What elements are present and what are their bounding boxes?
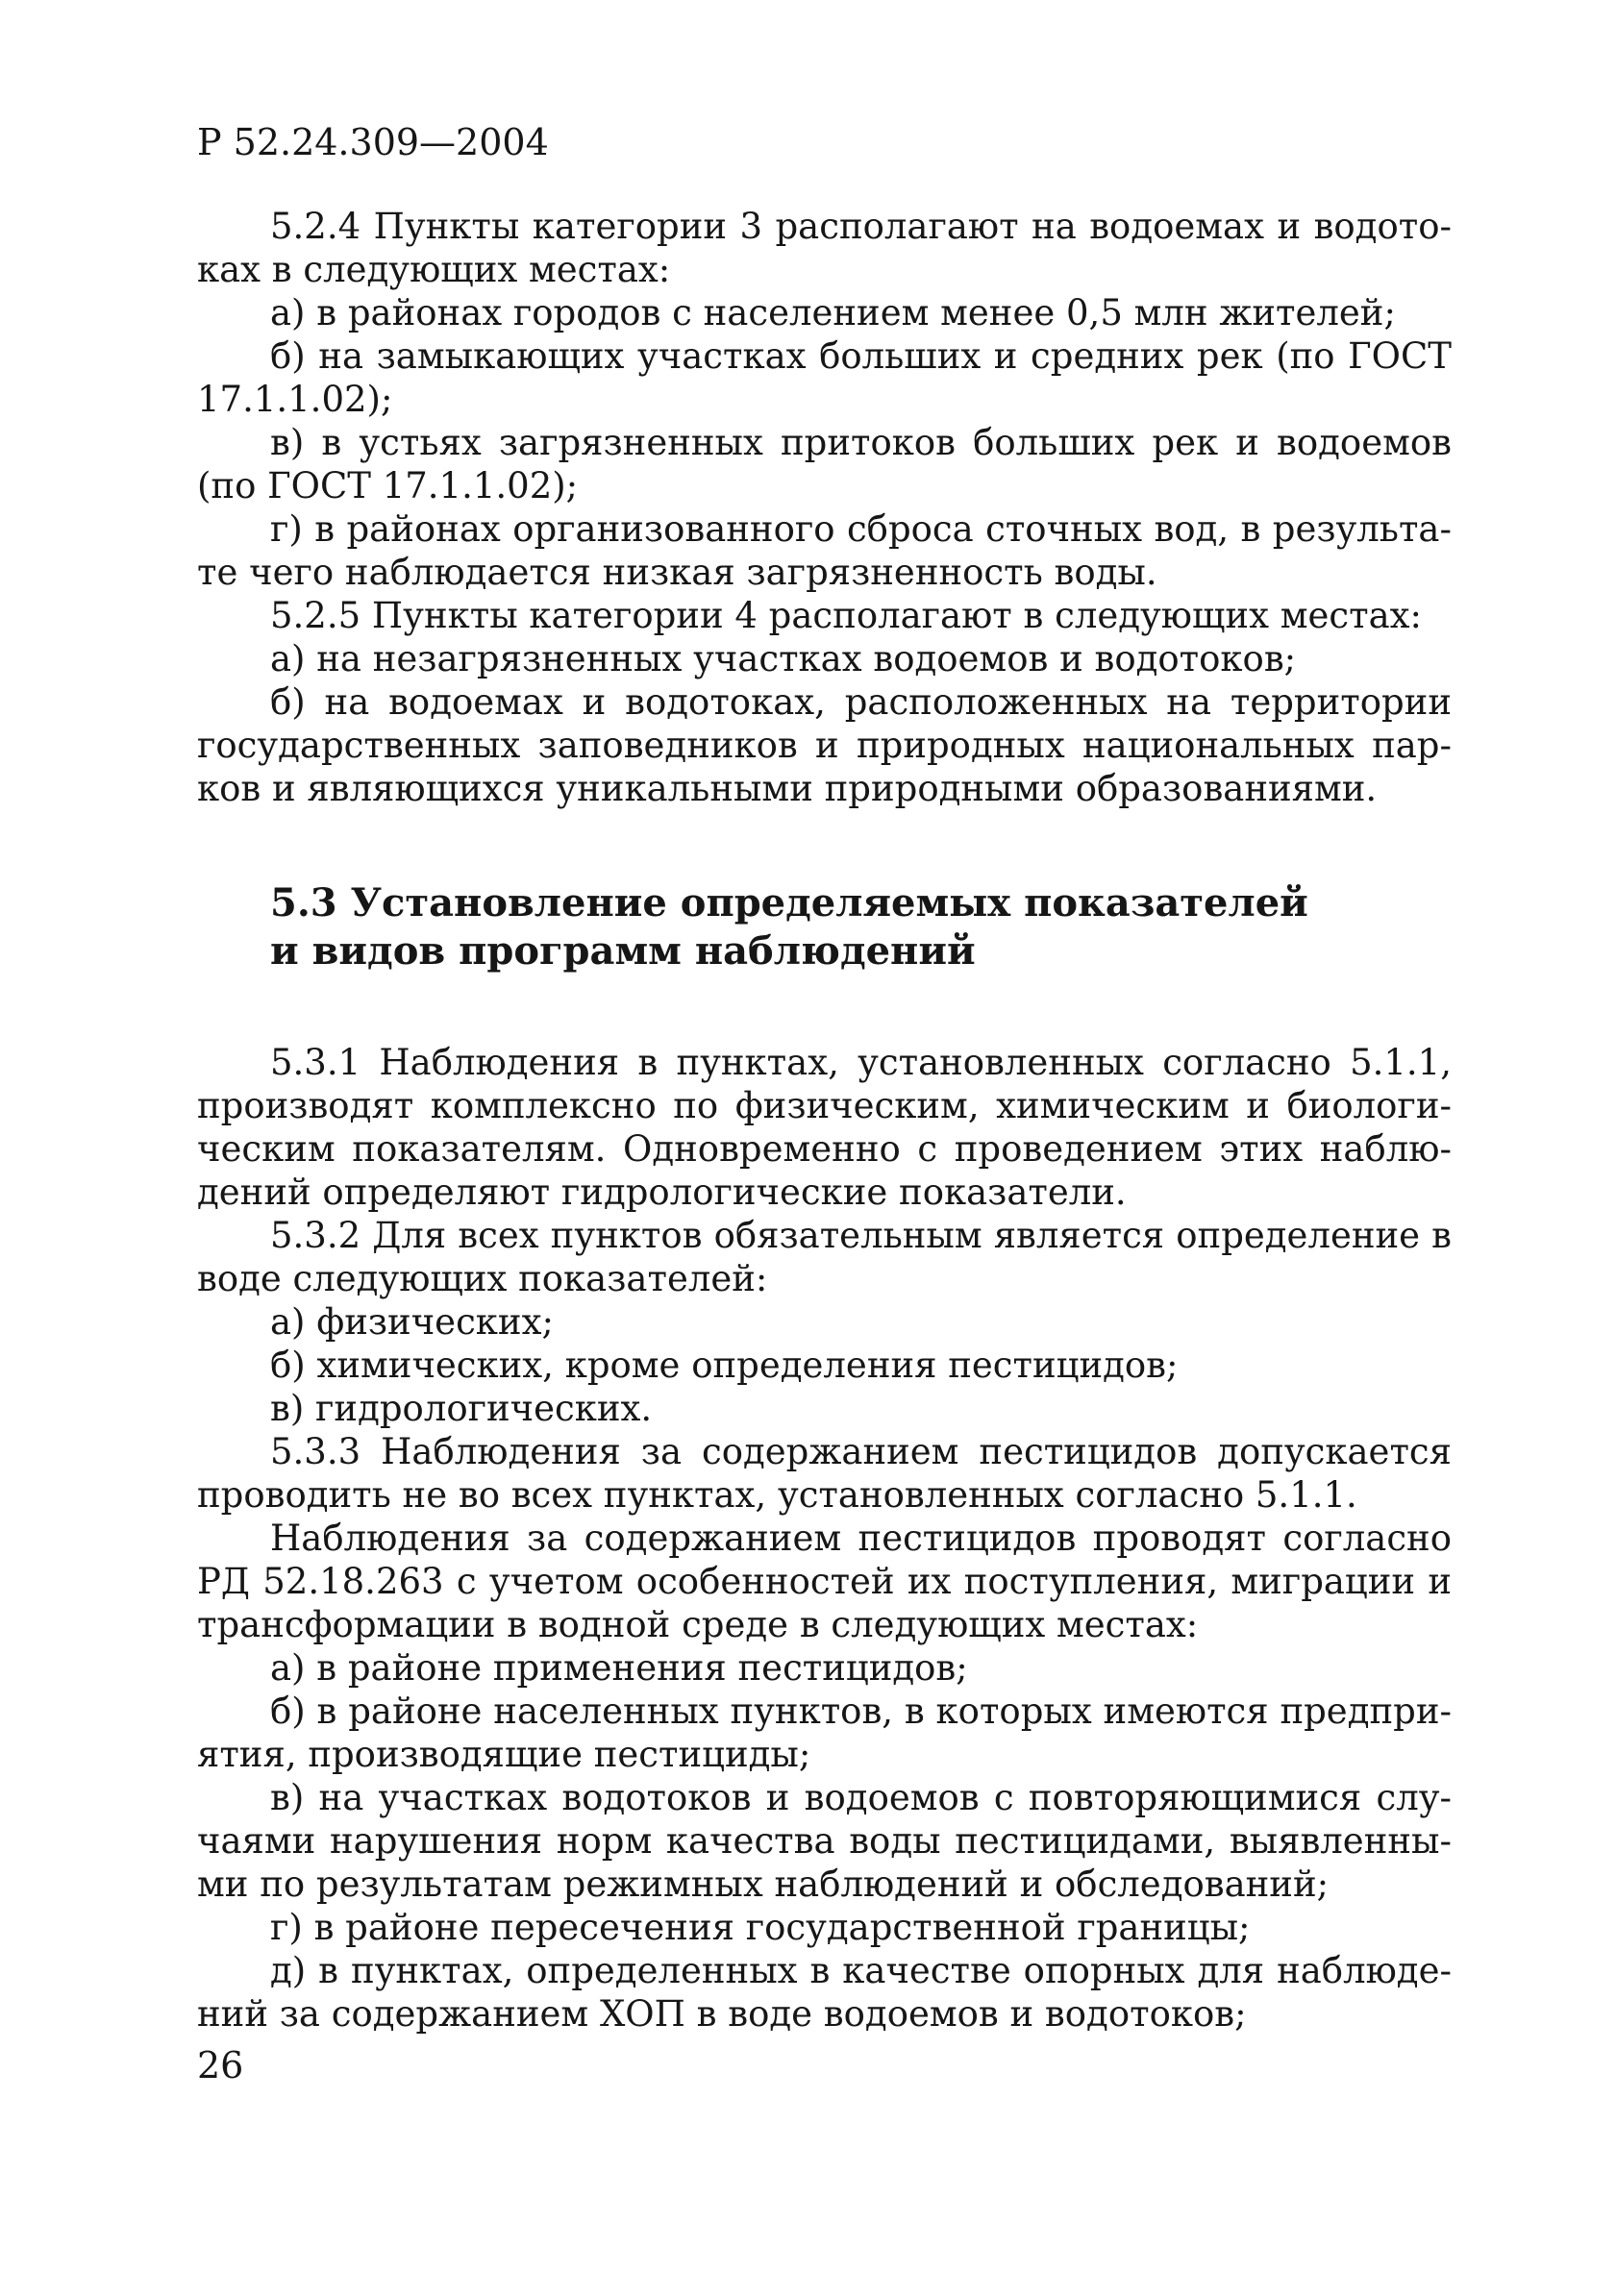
section-heading-line-2: и видов программ наблюдений (270, 928, 976, 974)
section-5-3-heading (270, 879, 1376, 975)
paragraph-5-3-1: 5.3.1 Наблюдения в пунктах, установленных согласно 5.1.1, производят комплексно по физическим, химическим и биологическим показателям. Одновременно с проведением этих наблюдений определяют гидрологические показатели. (197, 1042, 1452, 1213)
list-item-a: а) в районах городов с населением менее 0,5 млн жителей; (270, 292, 1396, 333)
list-item-b: б) на замыкающих участках больших и средних рек (по ГОСТ 17.1.1.02); (197, 335, 1452, 420)
list-item-v: в) в устьях загрязненных притоков больших рек и водоемов (по ГОСТ 17.1.1.02); (197, 422, 1452, 506)
paragraph-5-2-4: 5.2.4 Пункты категории 3 располагают на водоемах и водотоках в следующих местах: (197, 206, 1452, 290)
page-number: 26 (197, 2044, 244, 2086)
section-heading-line-1: 5.3 Установление определяемых показателей (270, 880, 1308, 926)
paragraph-5-3-2: 5.3.2 Для всех пунктов обязательным является определение в воде следующих показателей: (197, 1215, 1452, 1299)
list-item-a: а) физических; (270, 1301, 554, 1343)
paragraph-5-3-3: 5.3.3 Наблюдения за содержанием пестицидов допускается проводить не во всех пунктах, установленных согласно 5.1.1. (197, 1431, 1452, 1516)
list-item-g: г) в районах организованного сброса сточных вод, в результате чего наблюдается низкая загрязненность воды. (197, 508, 1452, 593)
list-item-g: г) в районе пересечения государственной границы; (270, 1907, 1251, 1948)
list-item-b: б) на водоемах и водотоках, расположенных на территории государственных заповедников и природных национальных парков и являющихся уникальными природными образованиями. (197, 681, 1452, 809)
list-item-d: д) в пунктах, определенных в качестве опорных для наблюдений за содержанием ХОП в воде водоемов и водотоков; (197, 1950, 1452, 2035)
paragraph-5-2-5: 5.2.5 Пункты категории 4 располагают в следующих местах: (270, 595, 1422, 636)
list-item-a: а) в районе применения пестицидов; (270, 1647, 968, 1689)
document-code-header: Р 52.24.309—2004 (197, 121, 549, 163)
section-5-3-text (197, 1041, 1452, 2036)
list-item-v: в) гидрологических. (270, 1388, 653, 1429)
list-item-v: в) на участках водотоков и водоемов с повторяющимися случаями нарушения норм качества воды пестицидами, выявленными по результатам режимных наблюдений и обследований; (197, 1777, 1452, 1905)
paragraph-pesticide-sites: Наблюдения за содержанием пестицидов проводят согласно РД 52.18.263 с учетом особенностей их поступления, миграции и трансформации в водной среде в следующих местах: (197, 1518, 1452, 1645)
list-item-b: б) в районе населенных пунктов, в которых имеются предприятия, производящие пестициды; (197, 1691, 1452, 1775)
section-5-2-text (197, 205, 1452, 810)
list-item-a: а) на незагрязненных участках водоемов и водотоков; (270, 638, 1297, 679)
list-item-b: б) химических, кроме определения пестицидов; (270, 1345, 1179, 1386)
